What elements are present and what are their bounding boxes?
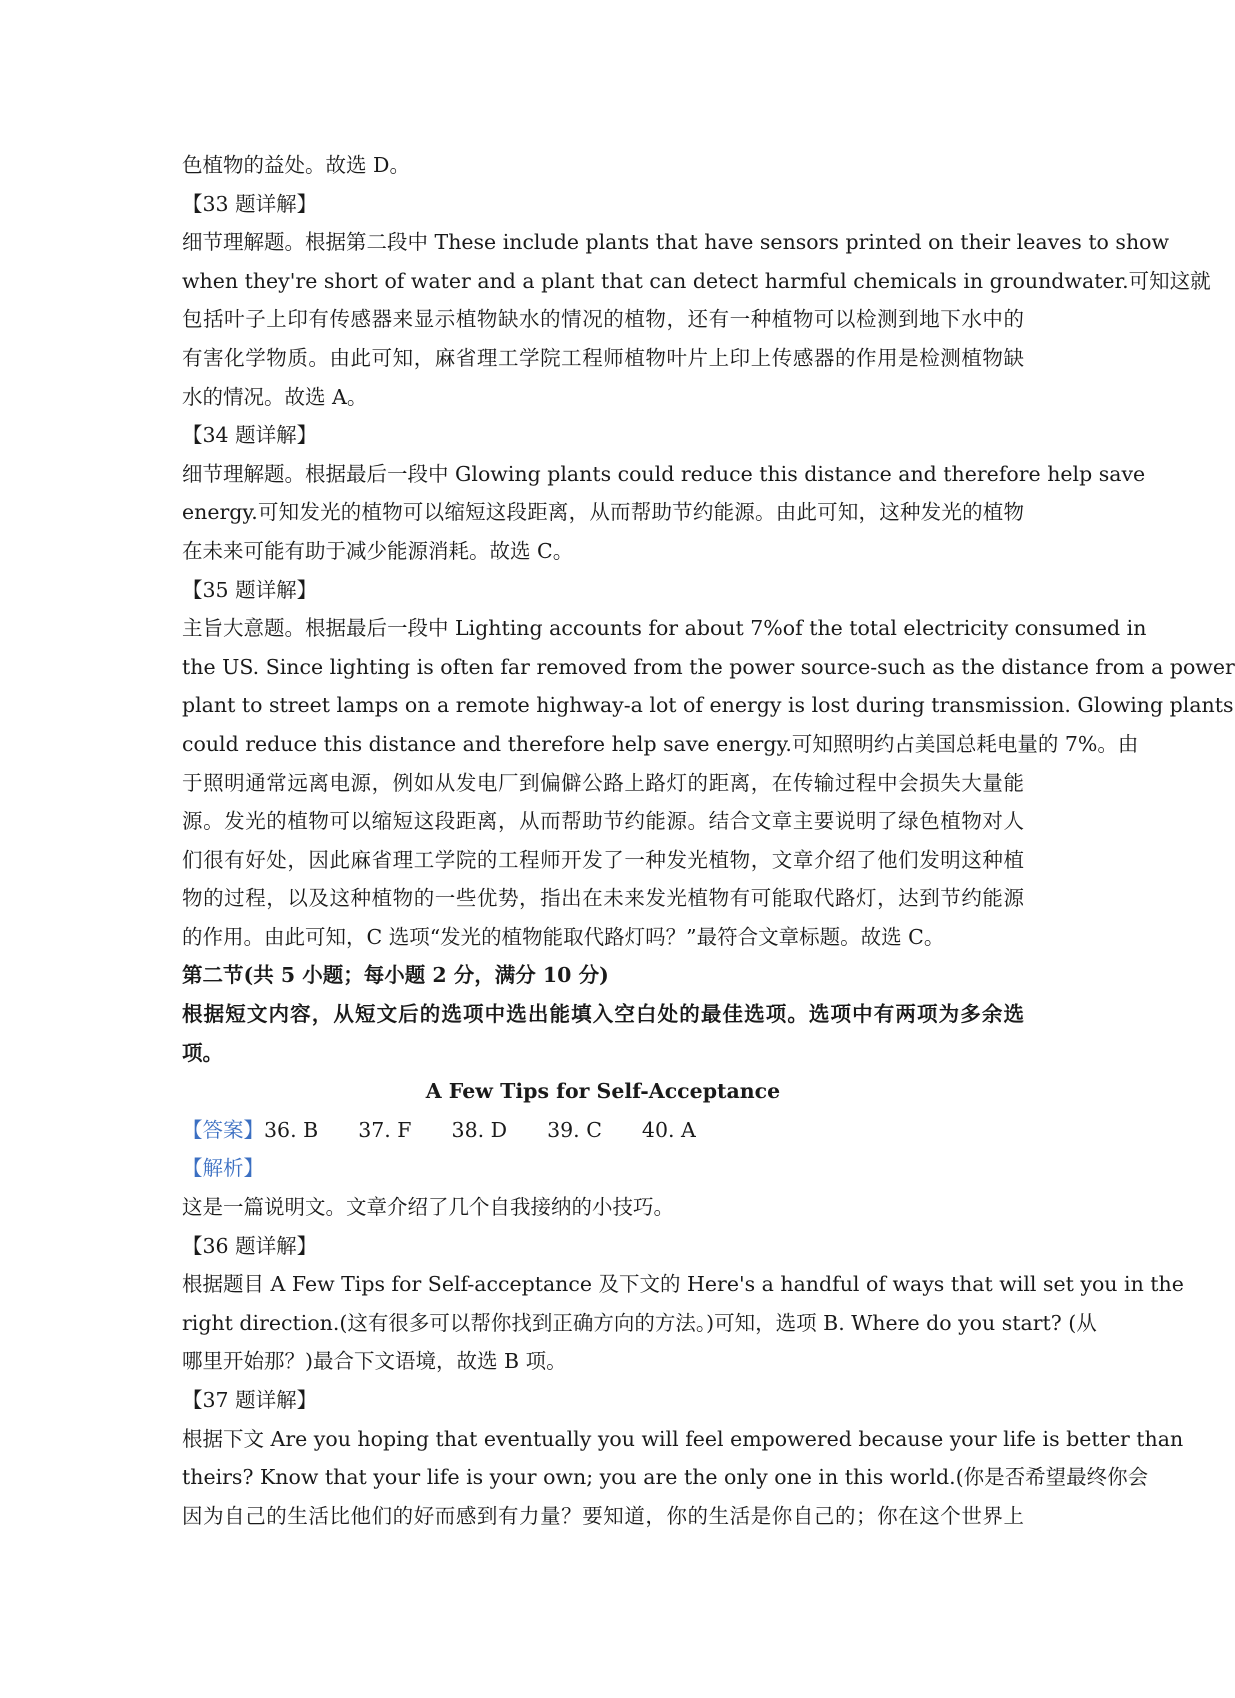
answer-item: 39. C: [547, 1117, 602, 1142]
text-line: 这是一篇说明文。文章介绍了几个自我接纳的小技巧。: [182, 1195, 674, 1220]
section-instruction-end: 项。: [182, 1040, 223, 1065]
text-line: energy.可知发光的植物可以缩短这段距离，从而帮助节约能源。由此可知，这种发光的植物: [182, 500, 1024, 525]
text-line: 细节理解题。根据最后一段中 Glowing plants could reduce this distance and therefore help save: [182, 461, 1146, 486]
text-line: 主旨大意题。根据最后一段中 Lighting accounts for about 7%of the total electricity consumed in: [182, 616, 1147, 641]
section-header-q35: 【35 题详解】: [182, 577, 318, 602]
section-header-q37: 【37 题详解】: [182, 1388, 318, 1412]
section-header-q33: 【33 题详解】: [182, 191, 318, 216]
analysis-label: 【解析】: [182, 1156, 264, 1181]
text-line: 的作用。由此可知，C 选项“发光的植物能取代路灯吗？”最符合文章标题。故选 C。: [182, 924, 945, 949]
answer-label: 【答案】: [182, 1117, 264, 1142]
text-line: 根据题目 A Few Tips for Self-acceptance 及下文的 Here's a handful of ways that will set you in the: [182, 1272, 1184, 1297]
answer-item: 36. B: [264, 1117, 319, 1142]
text-line: 根据下文 Are you hoping that eventually you will feel empowered because your life is better than: [182, 1426, 1184, 1451]
text-line: 有害化学物质。由此可知，麻省理工学院工程师植物叶片上印上传感器的作用是检测植物缺: [182, 345, 1024, 370]
text-line: 在未来可能有助于减少能源消耗。故选 C。: [182, 538, 574, 563]
document-page: [182, 146, 1235, 1535]
answer-item: 40. A: [641, 1117, 696, 1142]
text-line: when they're short of water and a plant that can detect harmful chemicals in groundwater.可知这就: [182, 268, 1211, 293]
text-line: the US. Since lighting is often far removed from the power source-such as the distance from a power: [182, 654, 1235, 679]
text-line: 们很有好处，因此麻省理工学院的工程师开发了一种发光植物，文章介绍了他们发明这种植: [182, 847, 1024, 872]
text-line: 水的情况。故选 A。: [182, 384, 368, 409]
passage-title: A Few Tips for Self-Acceptance: [425, 1079, 781, 1104]
text-line: 源。发光的植物可以缩短这段距离，从而帮助节约能源。结合文章主要说明了绿色植物对人: [182, 809, 1024, 834]
answer-item: 37. F: [358, 1117, 412, 1142]
text-line: 物的过程，以及这种植物的一些优势，指出在未来发光植物有可能取代路灯，达到节约能源: [182, 886, 1024, 911]
text-line: right direction.(这有很多可以帮你找到正确方向的方法。)可知，选项 B. Where do you start? (从: [182, 1310, 1097, 1335]
text-line: 哪里开始那？)最合下文语境，故选 B 项。: [182, 1349, 567, 1374]
text-line: plant to street lamps on a remote highway-a lot of energy is lost during transmission. Glowing plants: [182, 693, 1234, 718]
text-line: could reduce this distance and therefore help save energy.可知照明约占美国总耗电量的 7%。由: [182, 731, 1139, 756]
section-heading: 第二节(共 5 小题；每小题 2 分，满分 10 分): [182, 963, 609, 988]
section-header-q34: 【34 题详解】: [182, 423, 318, 448]
section-header-q36: 【36 题详解】: [182, 1233, 318, 1258]
section-instruction: 根据短文内容，从短文后的选项中选出能填入空白处的最佳选项。选项中有两项为多余选: [182, 1002, 1024, 1027]
text-line: 色植物的益处。故选 D。: [182, 153, 410, 177]
answer-line: [182, 1111, 1024, 1150]
text-line: 细节理解题。根据第二段中 These include plants that have sensors printed on their leaves to show: [182, 230, 1170, 255]
text-line: theirs? Know that your life is your own; you are the only one in this world.(你是否希望最终你会: [182, 1465, 1149, 1490]
text-line: 于照明通常远离电源，例如从发电厂到偏僻公路上路灯的距离，在传输过程中会损失大量能: [182, 770, 1024, 795]
answer-item: 38. D: [451, 1117, 508, 1142]
text-line: 包括叶子上印有传感器来显示植物缺水的情况的植物，还有一种植物可以检测到地下水中的: [182, 307, 1024, 332]
text-line: 因为自己的生活比他们的好而感到有力量？要知道，你的生活是你自己的；你在这个世界上: [182, 1503, 1024, 1528]
